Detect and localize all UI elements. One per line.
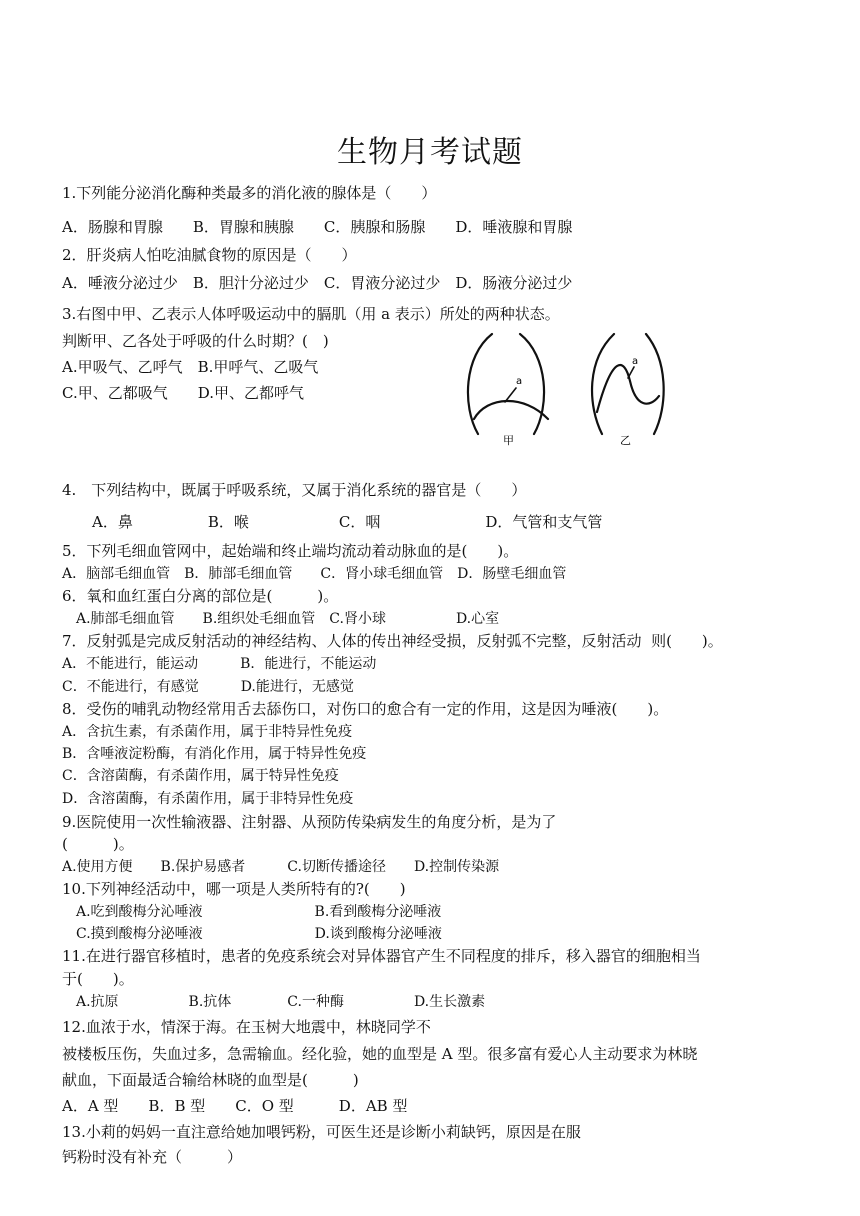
- question-stem: 11.在进行器官移植时，患者的免疫系统会对异体器官产生不同程度的排斥，移入器官的细胞相当: [62, 947, 701, 965]
- question-options: A．不能进行，能运动 B．能进行，不能运动: [62, 656, 377, 672]
- pointer-right: [628, 367, 634, 378]
- diaphragm-left: [474, 401, 548, 419]
- question-stem: 4. 下列结构中，既属于呼吸系统，又属于消化系统的器官是（ ）: [62, 481, 527, 499]
- chest-wall-right: [646, 334, 664, 434]
- option-c: C．含溶菌酶，有杀菌作用，属于特异性免疫: [62, 768, 339, 784]
- question-options: A.使用方便 B.保护易感者 C.切断传播途径 D.控制传染源: [62, 859, 500, 875]
- question-stem: 13.小莉的妈妈一直注意给她加喂钙粉，可医生还是诊断小莉缺钙，原因是在服: [62, 1123, 581, 1141]
- question-options: A.抗原 B.抗体 C.一种酶 D.生长激素: [62, 994, 486, 1010]
- diaphragm-figure: [462, 326, 672, 451]
- caption-left: 甲: [503, 434, 514, 447]
- pointer-left: [505, 388, 516, 402]
- chest-wall-left: [520, 334, 544, 434]
- question-options: C.摸到酸梅分泌唾液 D.谈到酸梅分泌唾液: [62, 926, 442, 942]
- chest-wall-left: [468, 334, 492, 434]
- question-options: C．不能进行，有感觉 D.能进行，无感觉: [62, 679, 354, 695]
- question-stem: 判断甲、乙各处于呼吸的什么时期？( ): [62, 332, 329, 350]
- option-d: D．含溶菌酶，有杀菌作用，属于非特异性免疫: [62, 791, 354, 807]
- label-a-right: a: [632, 356, 639, 367]
- question-options: A．鼻 B．喉 C．咽 D．气管和支气管: [62, 513, 603, 531]
- page-title: 生物月考试题: [337, 135, 523, 170]
- question-options: A.吃到酸梅分沁唾液 B.看到酸梅分泌唾液: [62, 904, 442, 920]
- question-options: A．脑部毛细血管 B．肺部毛细血管 C．肾小球毛细血管 D．肠壁毛细血管: [62, 566, 567, 582]
- question-stem: 10.下列神经活动中，哪一项是人类所特有的?( ): [62, 880, 406, 898]
- question-stem: 5．下列毛细血管网中，起始端和终止端均流动着动脉血的是( )。: [62, 542, 519, 560]
- option-b: B．含唾液淀粉酶，有消化作用，属于特异性免疫: [62, 746, 367, 762]
- question-stem: 12.血浓于水，情深于海。在玉树大地震中，林晓同学不: [62, 1018, 431, 1036]
- question-stem: 8．受伤的哺乳动物经常用舌去舔伤口，对伤口的愈合有一定的作用，这是因为唾液( )。: [62, 700, 669, 718]
- caption-right: 乙: [620, 434, 631, 447]
- question-options: A．A 型 B．B 型 C．O 型 D．AB 型: [62, 1097, 408, 1115]
- question-options: A．肠腺和胃腺 B．胃腺和胰腺 C．胰腺和肠腺 D．唾液腺和胃腺: [62, 218, 573, 236]
- question-stem: 被楼板压伤，失血过多，急需输血。经化验，她的血型是 A 型。很多富有爱心人主动要求为林晓: [62, 1045, 698, 1063]
- chest-wall-right: [592, 334, 614, 434]
- question-stem: 1.下列能分泌消化酶种类最多的消化液的腺体是（ ）: [62, 184, 437, 202]
- question-stem: 9.医院使用一次性输液器、注射器、从预防传染病发生的角度分析，是为了: [62, 813, 557, 831]
- question-options: A.甲吸气、乙呼气 B.甲呼气、乙吸气: [62, 358, 319, 376]
- question-options: A．唾液分泌过少 B．胆汁分泌过少 C．胃液分泌过少 D．肠液分泌过少: [62, 274, 573, 292]
- question-stem: 献血，下面最适合输给林晓的血型是( ): [62, 1071, 359, 1089]
- question-stem: 7．反射弧是完成反射活动的神经结构、人体的传出神经受损，反射弧不完整，反射活动 则( )。: [62, 632, 723, 650]
- diaphragm-right: [597, 365, 659, 412]
- question-options: C.甲、乙都吸气 D.甲、乙都呼气: [62, 384, 304, 402]
- question-options: A.肺部毛细血管 B.组织处毛细血管 C.肾小球 D.心室: [62, 611, 500, 627]
- question-stem: 6．氧和血红蛋白分离的部位是( )。: [62, 587, 339, 605]
- question-stem: 钙粉时没有补充（ ）: [62, 1148, 243, 1166]
- question-stem: 3.右图中甲、乙表示人体呼吸运动中的膈肌（用 a 表示）所处的两种状态。: [62, 305, 560, 323]
- question-stem: 2．肝炎病人怕吃油腻食物的原因是（ ）: [62, 246, 357, 264]
- option-a: A．含抗生素，有杀菌作用，属于非特异性免疫: [62, 724, 353, 740]
- label-a-left: a: [516, 376, 523, 387]
- question-stem: 于( )。: [62, 970, 134, 988]
- question-stem: ( )。: [62, 835, 134, 853]
